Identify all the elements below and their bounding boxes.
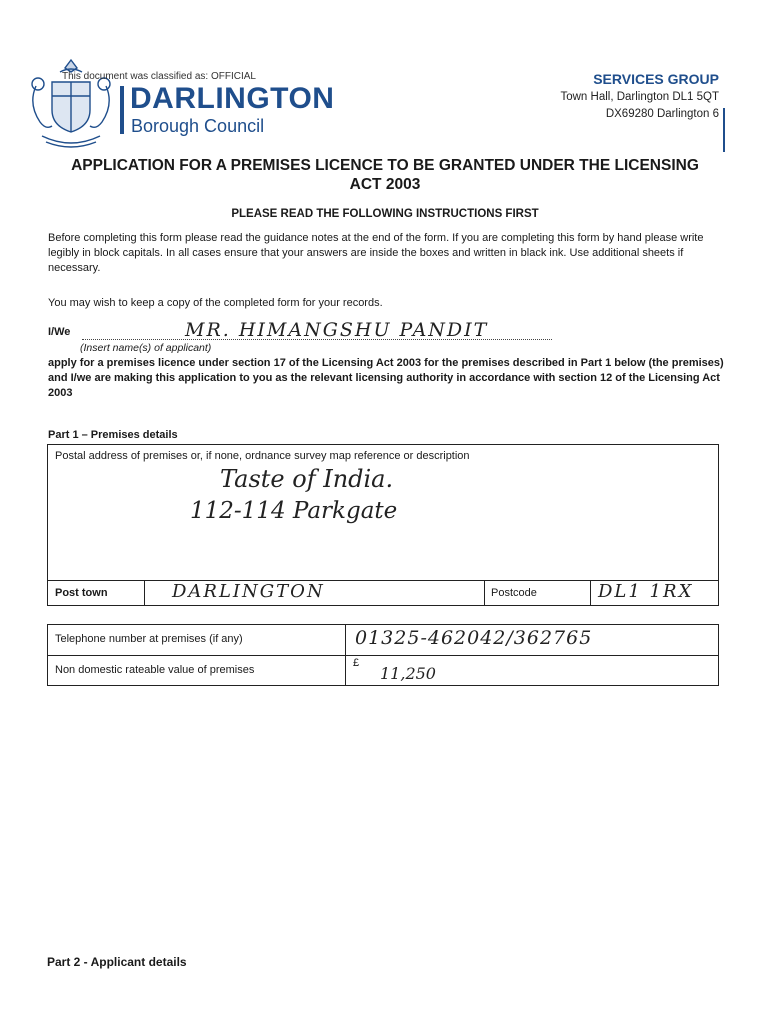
- postcode-value-divider: [590, 580, 591, 606]
- header-rule: [723, 108, 725, 152]
- part1-heading: Part 1 – Premises details: [48, 429, 178, 441]
- council-name: DARLINGTON: [130, 82, 335, 115]
- form-title: APPLICATION FOR A PREMISES LICENCE TO BE GRANTED UNDER THE LICENSING ACT 2003: [71, 157, 699, 193]
- premises-address-line2-field[interactable]: 112-114 Parkgate: [190, 498, 398, 524]
- premises-address-line1-field[interactable]: Taste of India.: [220, 465, 394, 493]
- iwe-label: I/We: [48, 326, 71, 338]
- council-address: Town Hall, Darlington DL1 5QT: [560, 91, 719, 103]
- contact-box-divider: [47, 655, 719, 656]
- postcode-label-divider: [484, 580, 485, 606]
- classification-note: This document was classified as: OFFICIAL: [62, 71, 256, 82]
- post-town-divider: [144, 580, 145, 606]
- instructions-heading: PLEASE READ THE FOLLOWING INSTRUCTIONS FIRST: [231, 208, 539, 220]
- services-group-heading: SERVICES GROUP: [593, 71, 719, 87]
- council-dx-address: DX69280 Darlington 6: [605, 108, 719, 120]
- telephone-field[interactable]: 01325-462042/362765: [355, 627, 593, 649]
- application-statement: apply for a premises licence under section 17 of the Licensing Act 2003 for the premises described in Part 1 below (the premises) and I/we are making this application to you as the relevant licensing authority in accordance with section 12 of the Licensing Act 2003: [48, 357, 724, 399]
- contact-box-column-divider: [345, 624, 346, 686]
- postal-address-label: Postal address of premises or, if none, ordnance survey map reference or description: [55, 450, 470, 462]
- part2-heading: Part 2 - Applicant details: [47, 955, 187, 969]
- copy-note: You may wish to keep a copy of the completed form for your records.: [48, 297, 383, 309]
- applicant-name-field[interactable]: MR. HIMANGSHU PANDIT: [185, 319, 489, 341]
- council-subtitle: Borough Council: [131, 116, 265, 136]
- postcode-field[interactable]: DL1 1RX: [598, 581, 694, 602]
- post-town-label: Post town: [55, 587, 108, 599]
- insert-name-note: (Insert name(s) of applicant): [80, 342, 212, 354]
- rateable-value-label: Non domestic rateable value of premises: [55, 664, 255, 676]
- currency-symbol: £: [353, 657, 360, 669]
- logo-divider: [120, 86, 124, 134]
- rateable-value-field[interactable]: 11,250: [380, 664, 436, 683]
- post-town-field[interactable]: DARLINGTON: [172, 581, 325, 602]
- telephone-label: Telephone number at premises (if any): [55, 633, 243, 645]
- postcode-label: Postcode: [491, 587, 537, 599]
- instructions-paragraph: Before completing this form please read the guidance notes at the end of the form. If you are completing this form by hand please write legibly in block capitals. In all cases ensure that your answers are inside the boxes and written in black ink. Use additional sheets if necessary.: [48, 232, 704, 274]
